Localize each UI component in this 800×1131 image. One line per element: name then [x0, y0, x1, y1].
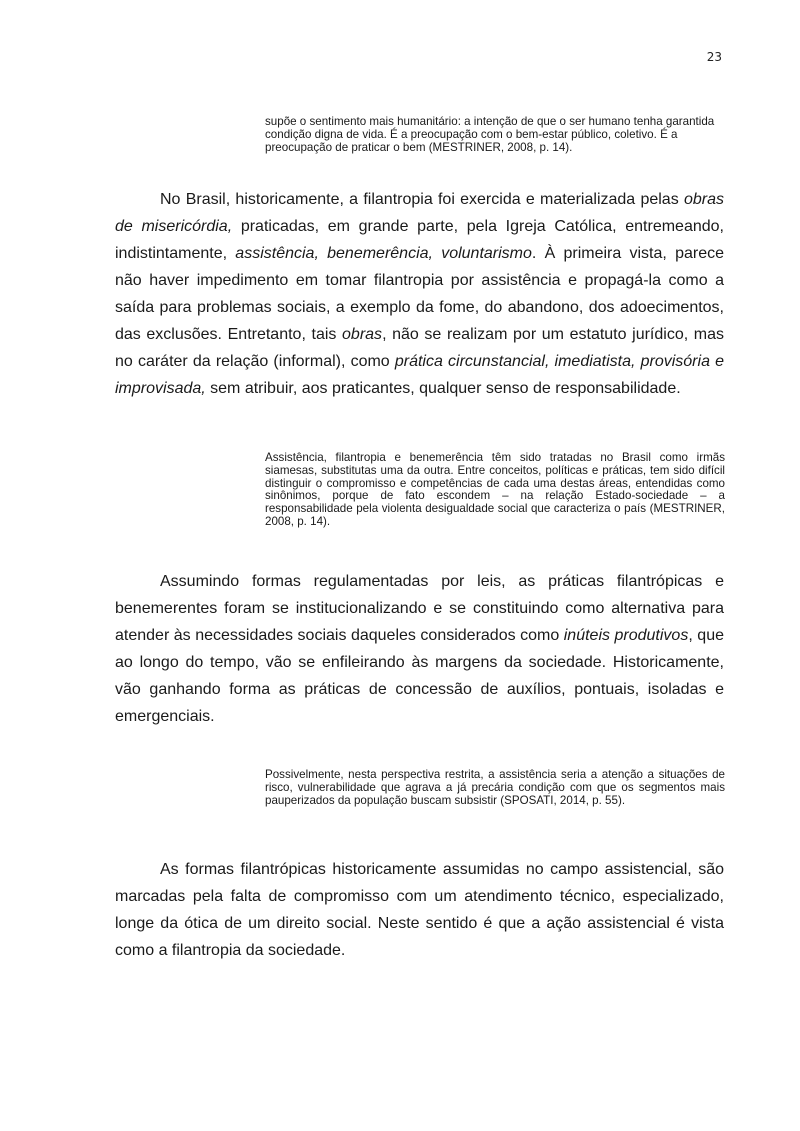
paragraph-formas-filantropicas — [115, 856, 724, 964]
emphasis-text: obras de misericórdia, — [115, 191, 724, 235]
emphasis-text: inúteis produtivos — [563, 627, 689, 644]
paragraph-text: , que ao longo do tempo, vão se enfileirando às margens da sociedade. Historicamente, vão ganhando forma as práticas de concessão de auxílios, pontuais, isoladas e emergenciais. — [115, 627, 724, 725]
page-number: 23 — [706, 50, 722, 64]
paragraph-text: sem atribuir, aos praticantes, qualquer senso de responsabilidade. — [205, 380, 681, 397]
paragraph-text: praticadas, em grande parte, pela Igreja Católica, entremeando, indistintamente, — [115, 218, 724, 262]
emphasis-text: obras — [342, 326, 383, 343]
block-quote-sposati: Possivelmente, nesta perspectiva restrita, a assistência seria a atenção a situações de risco, vulnerabilidade que agrava a já precária condição com que os segmentos mais pauperizados da população buscam subsistir (SPOSATI, 2014, p. 55). — [265, 768, 725, 807]
paragraph-text: , não se realizam por um estatuto jurídico, mas no caráter da relação (informal), como — [115, 326, 725, 370]
paragraph-formas-regulamentadas — [115, 568, 724, 730]
block-quote-mestriner-1: supõe o sentimento mais humanitário: a intenção de que o ser humano tenha garantida condição digna de vida. É a preocupação com o bem-estar público, coletivo. É a preocupação de praticar o bem (MESTRINER, 2008, p. 14). — [265, 115, 715, 154]
paragraph-text: As formas filantrópicas historicamente assumidas no campo assistencial, são marcadas pela falta de compromisso com um atendimento técnico, especializado, longe da ótica de um direito social. Neste sentido é que a ação assistencial é vista como a filantropia da sociedade. — [115, 861, 724, 959]
emphasis-text: assistência, benemerência, voluntarismo — [235, 245, 532, 262]
paragraph-text: No Brasil, historicamente, a filantropia foi exercida e materializada pelas — [160, 191, 684, 208]
block-quote-mestriner-2: Assistência, filantropia e benemerência têm sido tratadas no Brasil como irmãs siamesas, substitutas uma da outra. Entre conceitos, políticas e práticas, tem sido difícil distinguir o compromisso e competências de cada uma destas áreas, entendidas como sinônimos, porque de fato escondem – na relação Estado-sociedade – a responsabilidade pela violenta desigualdade social que caracteriza o país (MESTRINER, 2008, p. 14). — [265, 451, 725, 528]
paragraph-text: Assumindo formas regulamentadas por leis, as práticas filantrópicas e benemerentes foram se institucionalizando e se constituindo como alternativa para atender às necessidades sociais daqueles considerados como — [115, 573, 724, 644]
paragraph-text: . À primeira vista, parece não haver impedimento em tomar filantropia por assistência e propagá-la como a saída para problemas sociais, a exemplo da fome, do abandono, dos adoecimentos, das exclusões. Entretanto, tais — [115, 245, 725, 343]
emphasis-text: prática circunstancial, imediatista, provisória e improvisada, — [115, 353, 725, 397]
paragraph-filantropia-brasil — [115, 186, 724, 402]
